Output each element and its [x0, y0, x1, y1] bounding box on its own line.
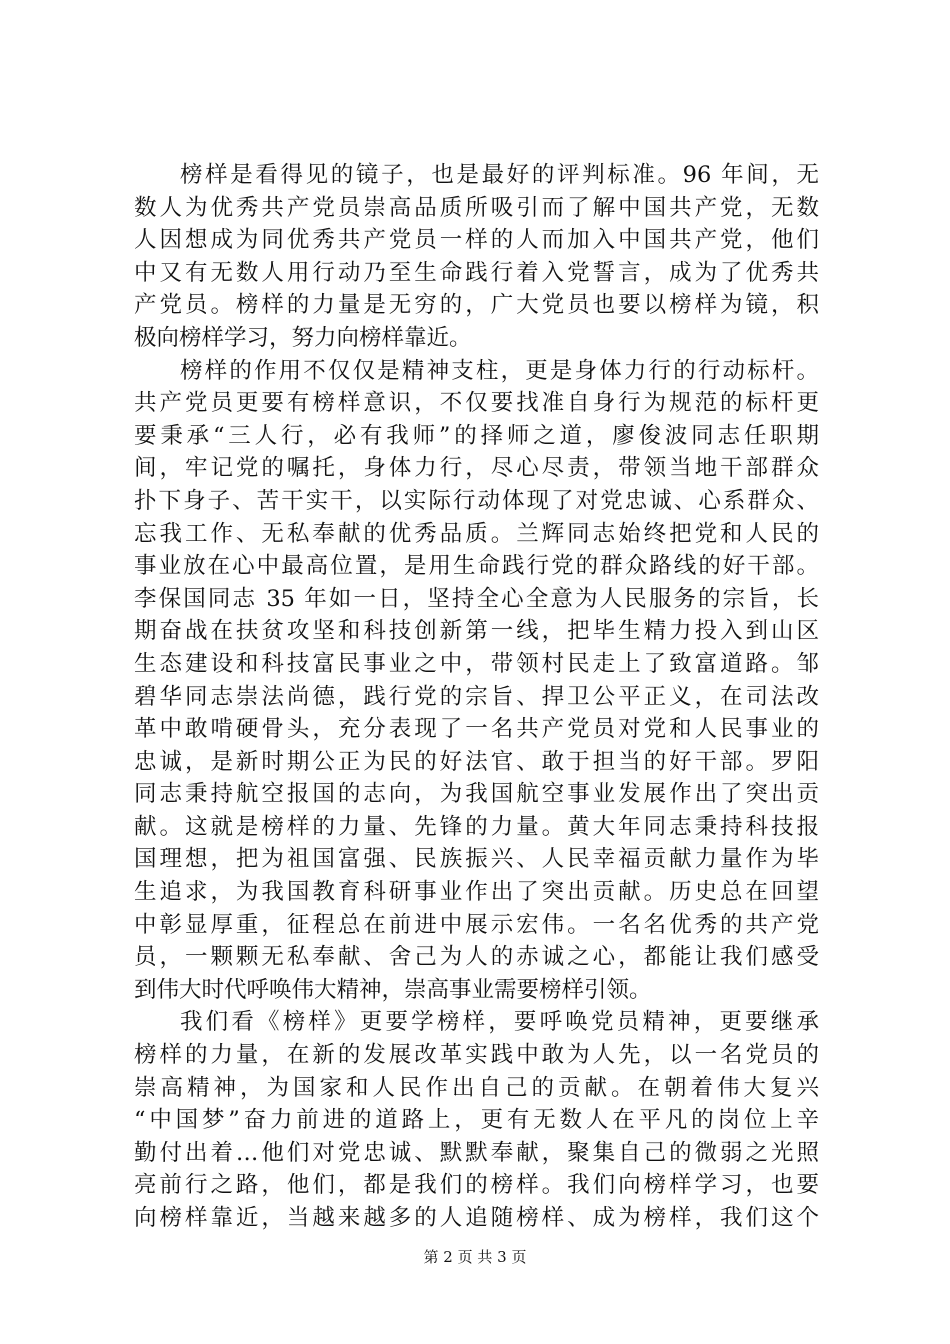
- paragraph-2-line-17: 生追求，为我国教育科研事业作出了突出贡献。历史总在回望: [134, 879, 819, 906]
- paragraph-2-line-19: 员，一颗颗无私奉献、舍己为人的赤诚之心，都能让我们感受: [134, 944, 819, 971]
- paragraph-2-line-14: 同志秉持航空报国的志向，为我国航空事业发展作出了突出贡: [134, 781, 819, 808]
- page-footer: 第 2 页 共 3 页: [423, 1248, 527, 1266]
- paragraph-2-line-11: 碧华同志崇法尚德，践行党的宗旨、捍卫公平正义，在司法改: [134, 683, 819, 710]
- paragraph-2-line-4: 间，牢记党的嘱托，身体力行，尽心尽责，带领当地干部群众: [134, 455, 819, 482]
- paragraph-1-line-4: 中又有无数人用行动乃至生命践行着入党誓言，成为了优秀共: [134, 259, 819, 286]
- paragraph-2-line-20: 到伟大时代呼唤伟大精神，崇高事业需要榜样引领。: [134, 976, 652, 1003]
- paragraph-1-line-3: 人因想成为同优秀共产党员一样的人而加入中国共产党，他们: [134, 227, 819, 254]
- paragraph-3-line-4: “中国梦”奋力前进的道路上，更有无数人在平凡的岗位上辛: [134, 1107, 819, 1134]
- paragraph-2-line-2: 共产党员更要有榜样意识，不仅要找准自身行为规范的标杆更: [134, 390, 819, 417]
- paragraph-2-line-8: 李保国同志 35 年如一日，坚持全心全意为人民服务的宗旨，长: [134, 585, 819, 612]
- paragraph-2-line-18: 中彰显厚重，征程总在前进中展示宏伟。一名名优秀的共产党: [134, 911, 819, 938]
- paragraph-2-line-6: 忘我工作、无私奉献的优秀品质。兰辉同志始终把党和人民的: [134, 520, 819, 547]
- paragraph-1-line-6: 极向榜样学习，努力向榜样靠近。: [134, 324, 472, 351]
- paragraph-3-line-5: 勤付出着…他们对党忠诚、默默奉献，聚集自己的微弱之光照: [134, 1139, 819, 1166]
- paragraph-3-line-6: 亮前行之路，他们，都是我们的榜样。我们向榜样学习，也要: [134, 1172, 819, 1199]
- paragraph-1-line-2: 数人为优秀共产党员崇高品质所吸引而了解中国共产党，无数: [134, 194, 819, 221]
- paragraph-2-line-1: 榜样的作用不仅仅是精神支柱，更是身体力行的行动标杆。: [180, 357, 819, 384]
- paragraph-2-line-3: 要秉承“三人行，必有我师”的择师之道，廖俊波同志任职期: [134, 422, 819, 449]
- paragraph-2-line-12: 革中敢啃硬骨头，充分表现了一名共产党员对党和人民事业的: [134, 716, 819, 743]
- paragraph-3-line-2: 榜样的力量，在新的发展改革实践中敢为人先，以一名党员的: [134, 1042, 819, 1069]
- paragraph-2-line-16: 国理想，把为祖国富强、民族振兴、人民幸福贡献力量作为毕: [134, 846, 819, 873]
- paragraph-1-line-1: 榜样是看得见的镜子，也是最好的评判标准。96 年间，无: [180, 162, 819, 188]
- paragraph-2-line-15: 献。这就是榜样的力量、先锋的力量。黄大年同志秉持科技报: [134, 813, 819, 840]
- paragraph-1-line-5: 产党员。榜样的力量是无穷的，广大党员也要以榜样为镜，积: [134, 292, 819, 319]
- paragraph-3-line-3: 崇高精神，为国家和人民作出自己的贡献。在朝着伟大复兴: [134, 1074, 819, 1101]
- paragraph-2-line-10: 生态建设和科技富民事业之中，带领村民走上了致富道路。邹: [134, 650, 819, 677]
- paragraph-2-line-5: 扑下身子、苦干实干，以实际行动体现了对党忠诚、心系群众、: [134, 487, 819, 514]
- paragraph-3-line-7: 向榜样靠近，当越来越多的人追随榜样、成为榜样，我们这个: [134, 1205, 819, 1231]
- document-body: [134, 159, 819, 1235]
- paragraph-3-line-1: 我们看《榜样》更要学榜样，要呼唤党员精神，更要继承: [180, 1009, 819, 1036]
- paragraph-2-line-7: 事业放在心中最高位置，是用生命践行党的群众路线的好干部。: [134, 553, 819, 580]
- paragraph-2-line-9: 期奋战在扶贫攻坚和科技创新第一线，把毕生精力投入到山区: [134, 618, 819, 645]
- paragraph-2-line-13: 忠诚，是新时期公正为民的好法官、敢于担当的好干部。罗阳: [134, 748, 819, 775]
